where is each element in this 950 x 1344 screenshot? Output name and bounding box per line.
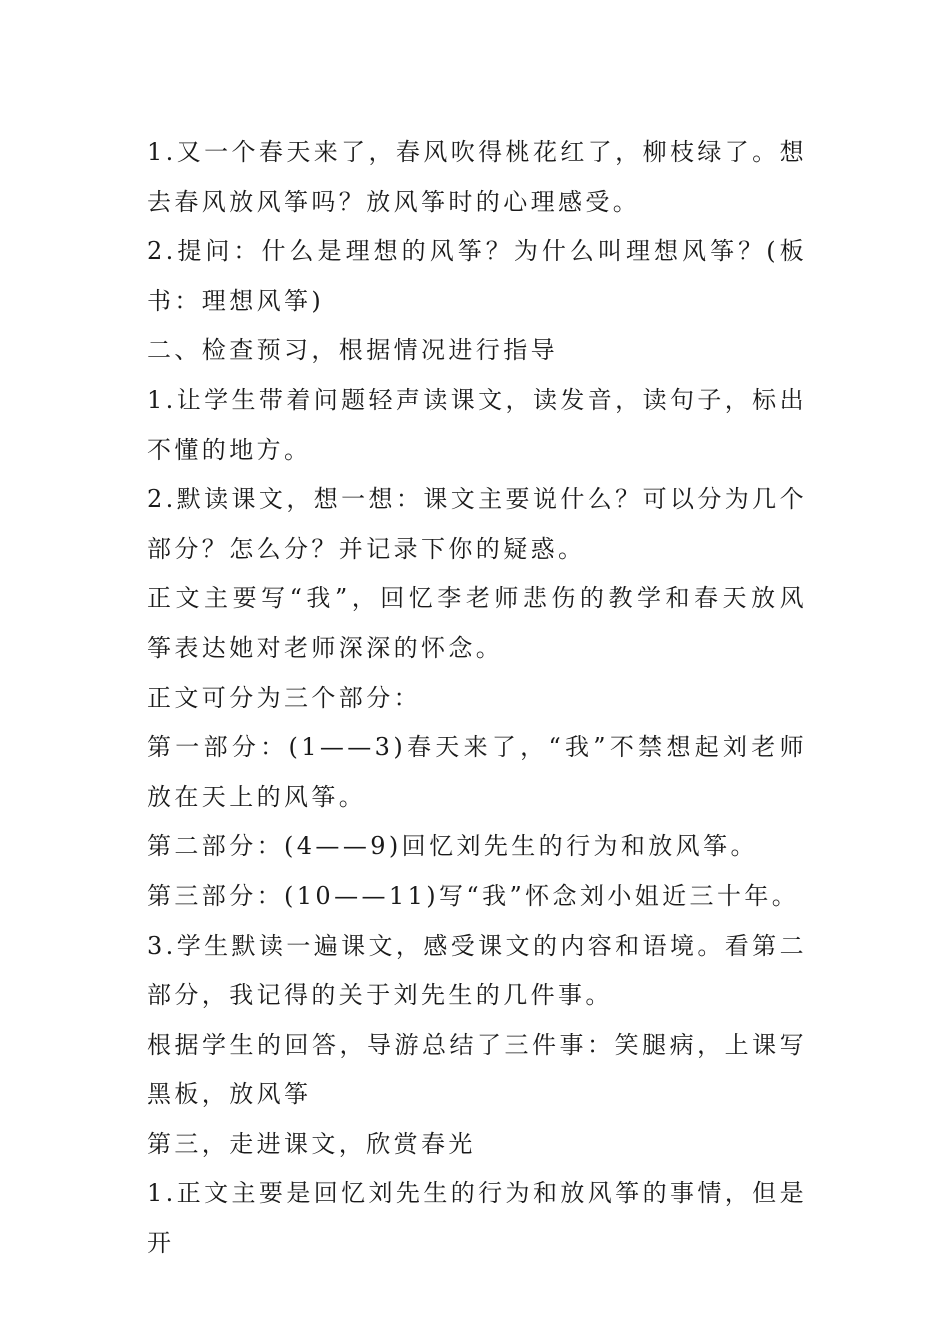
paragraph: 正文可分为三个部分： [147,683,421,712]
paragraph: 第二部分：(4——9)回忆刘先生的行为和放风筝。 [147,832,758,861]
paragraph: 正文主要写“我”，回忆李老师悲伤的教学和春天放风筝表达她对老师深深的怀念。 [147,584,807,662]
paragraph: 根据学生的回答，导游总结了三件事：笑腿病，上课写黑板，放风筝 [147,1030,807,1109]
paragraph: 2.提问：什么是理想的风筝？为什么叫理想风筝？(板书：理想风筝) [147,237,807,315]
document-body [147,128,807,1269]
paragraph: 第三部分：(10——11)写“我”怀念刘小姐近三十年。 [147,881,800,910]
paragraph: 1.又一个春天来了，春风吹得桃花红了，柳枝绿了。想去春风放风筝吗？放风筝时的心理感受。 [147,138,807,216]
paragraph: 3.学生默读一遍课文，感受课文的内容和语境。看第二部分，我记得的关于刘先生的几件事。 [147,931,807,1010]
paragraph: 第一部分：(1——3)春天来了，“我”不禁想起刘老师放在天上的风筝。 [147,733,807,811]
paragraph: 2.默读课文，想一想：课文主要说什么？可以分为几个部分？怎么分？并记录下你的疑惑。 [147,485,807,563]
section-heading: 二、检查预习，根据情况进行指导 [147,336,558,365]
section-heading: 第三，走进课文，欣赏春光 [147,1129,476,1158]
paragraph: 1.让学生带着问题轻声读课文，读发音，读句子，标出不懂的地方。 [147,385,807,464]
paragraph: 1.正文主要是回忆刘先生的行为和放风筝的事情，但是开 [147,1179,807,1258]
